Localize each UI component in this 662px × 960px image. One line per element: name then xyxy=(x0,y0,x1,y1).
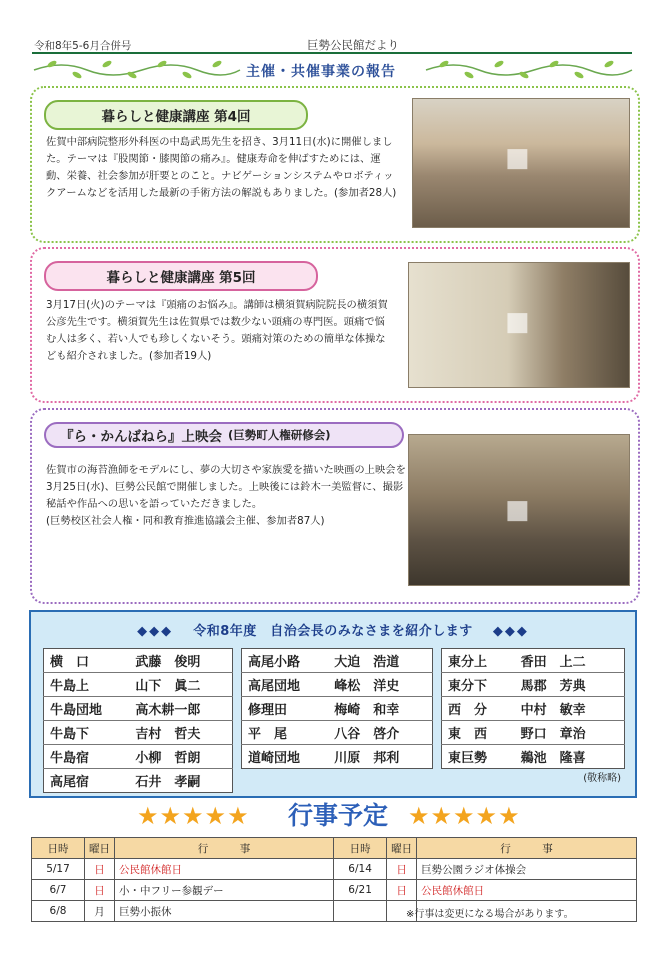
event-day: 日 xyxy=(387,859,417,880)
issue-label: 令和8年5-6月合併号 xyxy=(34,40,132,52)
table-row xyxy=(442,649,625,673)
leader-name: 大迫 浩道 xyxy=(328,649,432,673)
events-title: 行事予定 xyxy=(287,801,388,830)
table-row xyxy=(44,769,233,793)
area-name: 牛島下 xyxy=(44,721,130,745)
col-date: 日時 xyxy=(334,838,387,859)
leader-name: 山下 眞二 xyxy=(129,673,232,697)
area-name: 東分上 xyxy=(442,649,515,673)
table-row xyxy=(32,859,637,880)
leader-name: 梅崎 和幸 xyxy=(328,697,432,721)
lecture-photo xyxy=(412,98,630,228)
newsletter-name: 巨勢公民館だより xyxy=(307,38,399,52)
article-health-lecture-4 xyxy=(30,86,640,243)
table-row xyxy=(442,673,625,697)
event-name: 公民館休館日 xyxy=(417,880,637,901)
area-name: 牛島上 xyxy=(44,673,130,697)
area-name: 西 分 xyxy=(442,697,515,721)
leaders-table-2 xyxy=(241,648,433,769)
table-row xyxy=(242,721,433,745)
event-date: 6/7 xyxy=(32,880,85,901)
col-day: 曜日 xyxy=(85,838,115,859)
leaders-title: 令和8年度 自治会長のみなさまを紹介します xyxy=(193,624,473,639)
event-name: 巨勢公園ラジオ体操会 xyxy=(417,859,637,880)
leaders-title-row xyxy=(31,620,635,639)
events-note: ※行事は変更になる場合があります。 xyxy=(406,909,574,920)
article-title-main: 『ら・かんばねら』上映会 xyxy=(60,429,222,445)
leaders-table-3 xyxy=(441,648,625,769)
col-day: 曜日 xyxy=(387,838,417,859)
article-body-text: 佐賀市の海苔漁師をモデルにし、夢の大切さや家族愛を描いた映画の上映会を3月25日(水)、巨勢公民館で開催しました。上映後には鈴木一美監督に、撮影秘話や作品への思いを語っていただきました。 xyxy=(46,464,406,510)
event-date-empty xyxy=(334,901,387,922)
article-note: (巨勢校区社会人権・同和教育推進協議会主催、参加者87人) xyxy=(46,515,325,527)
honorific-note: (敬称略) xyxy=(583,773,621,784)
area-name: 横 口 xyxy=(44,649,130,673)
article-title: 暮らしと健康講座 第5回 xyxy=(44,261,318,291)
event-name: 巨勢小振休 xyxy=(115,901,334,922)
event-day: 日 xyxy=(387,880,417,901)
star-icons-right: ★★★★★ xyxy=(408,802,521,830)
leader-name: 川原 邦利 xyxy=(334,751,400,766)
table-row xyxy=(44,697,233,721)
event-date: 6/21 xyxy=(334,880,387,901)
table-row xyxy=(442,697,625,721)
event-day: 日 xyxy=(85,859,115,880)
leader-name: 吉村 哲夫 xyxy=(129,721,232,745)
diamond-icons-left: ◆◆◆ xyxy=(137,624,174,639)
area-name: 東 西 xyxy=(442,721,515,745)
table-row xyxy=(44,673,233,697)
event-name: 小・中フリー参観デー xyxy=(115,880,334,901)
event-day: 日 xyxy=(85,880,115,901)
leader-name: 小柳 哲朗 xyxy=(129,745,232,769)
leader-name: 中村 敏幸 xyxy=(515,697,625,721)
article-title-sub: (巨勢町人権研修会) xyxy=(228,428,331,442)
photo-icon: ■ xyxy=(505,495,530,525)
article-movie-screening xyxy=(30,408,640,604)
area-name: 平 尾 xyxy=(242,721,329,745)
table-row xyxy=(44,649,233,673)
table-row xyxy=(44,721,233,745)
table-row xyxy=(242,745,433,769)
star-icons-left: ★★★★★ xyxy=(137,802,250,830)
leader-name: 高木耕一郎 xyxy=(129,697,232,721)
area-name: 高尾宿 xyxy=(50,775,90,790)
leader-name: 野口 章治 xyxy=(515,721,625,745)
article-title xyxy=(44,422,404,448)
lecture-photo xyxy=(408,262,630,388)
photo-icon: ■ xyxy=(505,143,530,173)
leader-name: 鵜池 隆喜 xyxy=(520,751,586,766)
vine-decoration-left xyxy=(32,52,242,82)
col-date: 日時 xyxy=(32,838,85,859)
leader-name: 香田 上二 xyxy=(515,649,625,673)
page-header xyxy=(32,14,632,54)
leader-name: 馬郡 芳典 xyxy=(515,673,625,697)
table-row xyxy=(44,745,233,769)
vine-decoration-right xyxy=(424,52,634,82)
event-date: 6/14 xyxy=(334,859,387,880)
events-header-row xyxy=(32,838,637,859)
article-title: 暮らしと健康講座 第4回 xyxy=(44,100,308,130)
leader-name: 石井 孝嗣 xyxy=(135,775,201,790)
area-name: 道崎団地 xyxy=(248,751,301,766)
photo-icon: ■ xyxy=(505,307,530,337)
article-body: 3月17日(火)のテーマは『頭痛のお悩み』。講師は横須賀病院院長の横須賀公彦先生です。横須賀先生は佐賀県では数少ない頭痛の専門医。頭痛で悩む人は多く、若い人でも珍しくないそう。頭痛対策のための簡単な体操なども紹介されました。(参加者19人) xyxy=(46,299,388,362)
area-name: 修理田 xyxy=(242,697,329,721)
table-row xyxy=(442,721,625,745)
leader-name: 八谷 啓介 xyxy=(328,721,432,745)
article-body xyxy=(46,462,406,530)
area-name: 高尾小路 xyxy=(242,649,329,673)
area-name: 高尾団地 xyxy=(242,673,329,697)
event-date: 5/17 xyxy=(32,859,85,880)
table-row xyxy=(242,649,433,673)
table-row xyxy=(442,745,625,769)
area-name: 東分下 xyxy=(442,673,515,697)
col-event: 行 事 xyxy=(417,838,637,859)
diamond-icons-right: ◆◆◆ xyxy=(492,624,529,639)
col-event: 行 事 xyxy=(115,838,334,859)
screening-photo xyxy=(408,434,630,586)
table-row xyxy=(32,880,637,901)
article-health-lecture-5 xyxy=(30,247,640,403)
event-name: 公民館休館日 xyxy=(115,859,334,880)
area-name: 東巨勢 xyxy=(448,751,488,766)
event-day: 月 xyxy=(85,901,115,922)
area-name: 牛島団地 xyxy=(44,697,130,721)
leaders-table-1 xyxy=(43,648,233,793)
area-name: 牛島宿 xyxy=(44,745,130,769)
table-row xyxy=(242,673,433,697)
leaders-panel xyxy=(29,610,637,798)
leader-name: 峰松 洋史 xyxy=(328,673,432,697)
article-body: 佐賀中部病院整形外科医の中島武馬先生を招き、3月11日(水)に開催しました。テーマは『股関節・膝関節の痛み』。健康寿命を伸ばすためには、運動、栄養、社会参加が肝要とのこと。ナビゲーションシステムやロボティックアームなどを活用した最新の手術方法の解説もありました。(参加者28人) xyxy=(46,136,397,199)
event-date: 6/8 xyxy=(32,901,85,922)
leader-name: 武藤 俊明 xyxy=(129,649,232,673)
section-title: 主催・共催事業の報告 xyxy=(246,64,396,80)
table-row xyxy=(242,697,433,721)
